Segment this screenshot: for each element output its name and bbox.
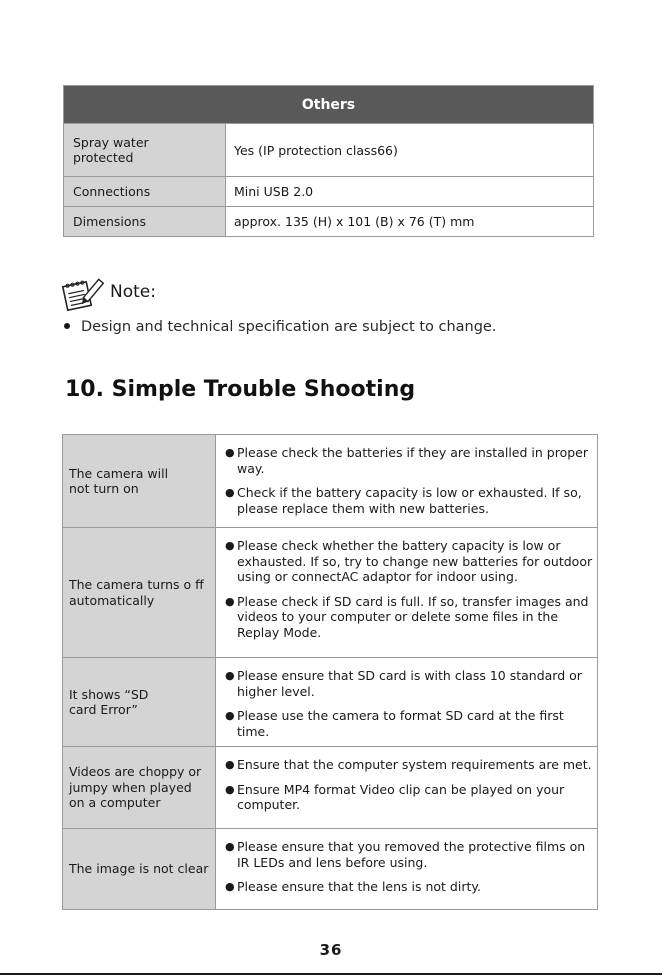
bullet-icon: ● bbox=[225, 782, 235, 796]
problem-cell: The camera turns o ff automatically bbox=[63, 528, 216, 657]
note-item bbox=[62, 319, 496, 335]
page-number: 36 bbox=[319, 941, 343, 959]
solution-item: ● Ensure MP4 format Video clip can be played on your computer. bbox=[225, 781, 565, 812]
solution-item: ● Please check if SD card is full. If so, transfer images and videos to your computer or delete some files in the Replay Mode. bbox=[225, 593, 589, 640]
solution-item: ● Please ensure that you removed the protective films on IR LEDs and lens before using. bbox=[225, 839, 586, 870]
bottom-rule bbox=[0, 973, 662, 975]
trouble-table bbox=[62, 434, 598, 910]
note-text: Design and technical specification are subject to change. bbox=[81, 319, 497, 335]
table-row bbox=[64, 123, 593, 176]
specs-table bbox=[63, 85, 594, 237]
bullet-icon: ● bbox=[225, 539, 235, 552]
bullet-icon: ● bbox=[225, 880, 235, 893]
spec-label: Connections bbox=[64, 177, 226, 206]
section-heading: 10. Simple Trouble Shooting bbox=[65, 377, 416, 402]
bullet-icon: ● bbox=[225, 709, 235, 722]
table-row bbox=[63, 435, 597, 527]
solutions-cell bbox=[216, 528, 597, 657]
bullet-icon: ● bbox=[225, 486, 235, 499]
bullet-icon: ● bbox=[225, 758, 235, 771]
spec-value: Mini USB 2.0 bbox=[234, 184, 314, 199]
spec-label: Spray water protected bbox=[64, 124, 226, 176]
bullet-icon: ● bbox=[225, 840, 235, 853]
spec-label: Dimensions bbox=[64, 207, 226, 236]
solutions-cell bbox=[216, 747, 597, 828]
solutions-cell bbox=[216, 435, 597, 527]
problem-cell: The image is not clear bbox=[63, 829, 216, 909]
solutions-cell bbox=[216, 658, 597, 746]
table-row bbox=[64, 206, 593, 236]
solution-item: ● Please use the camera to format SD card at the first time. bbox=[225, 708, 564, 739]
problem-cell: The camera will not turn on bbox=[63, 435, 216, 527]
notepad-pencil-icon bbox=[62, 276, 104, 312]
bullet-icon: ● bbox=[225, 446, 235, 459]
solution-item: ● Please check the batteries if they are installed in proper way. bbox=[225, 445, 588, 476]
table-row bbox=[63, 657, 597, 746]
bullet-icon: ● bbox=[225, 594, 235, 608]
solution-item: ● Please ensure that the lens is not dirty. bbox=[225, 879, 481, 894]
solution-item: ● Ensure that the computer system requirements are met. bbox=[225, 757, 592, 772]
note-label: Note: bbox=[110, 282, 156, 302]
spec-value: Yes (IP protection class66) bbox=[234, 142, 398, 158]
bullet-icon bbox=[64, 323, 70, 329]
table-row bbox=[63, 527, 597, 657]
table-row bbox=[63, 828, 597, 909]
problem-cell: It shows “SD card Error” bbox=[63, 658, 216, 746]
solution-item: ● Please ensure that SD card is with class 10 standard or higher level. bbox=[225, 668, 582, 699]
spec-value: approx. 135 (H) x 101 (B) x 76 (T) mm bbox=[234, 214, 475, 229]
table-row bbox=[63, 746, 597, 828]
bullet-icon: ● bbox=[225, 669, 235, 682]
solution-item: ● Please check whether the battery capacity is low or exhausted. If so, try to change new batteries for outdoor using or connectAC adaptor for indoor using. bbox=[225, 538, 593, 584]
solution-item: ● Check if the battery capacity is low or exhausted. If so, please replace them with new batteries. bbox=[225, 485, 582, 516]
specs-table-header: Others bbox=[64, 86, 593, 123]
table-row bbox=[64, 176, 593, 206]
problem-cell: Videos are choppy or jumpy when played on a computer bbox=[63, 747, 216, 828]
solutions-cell bbox=[216, 829, 597, 909]
